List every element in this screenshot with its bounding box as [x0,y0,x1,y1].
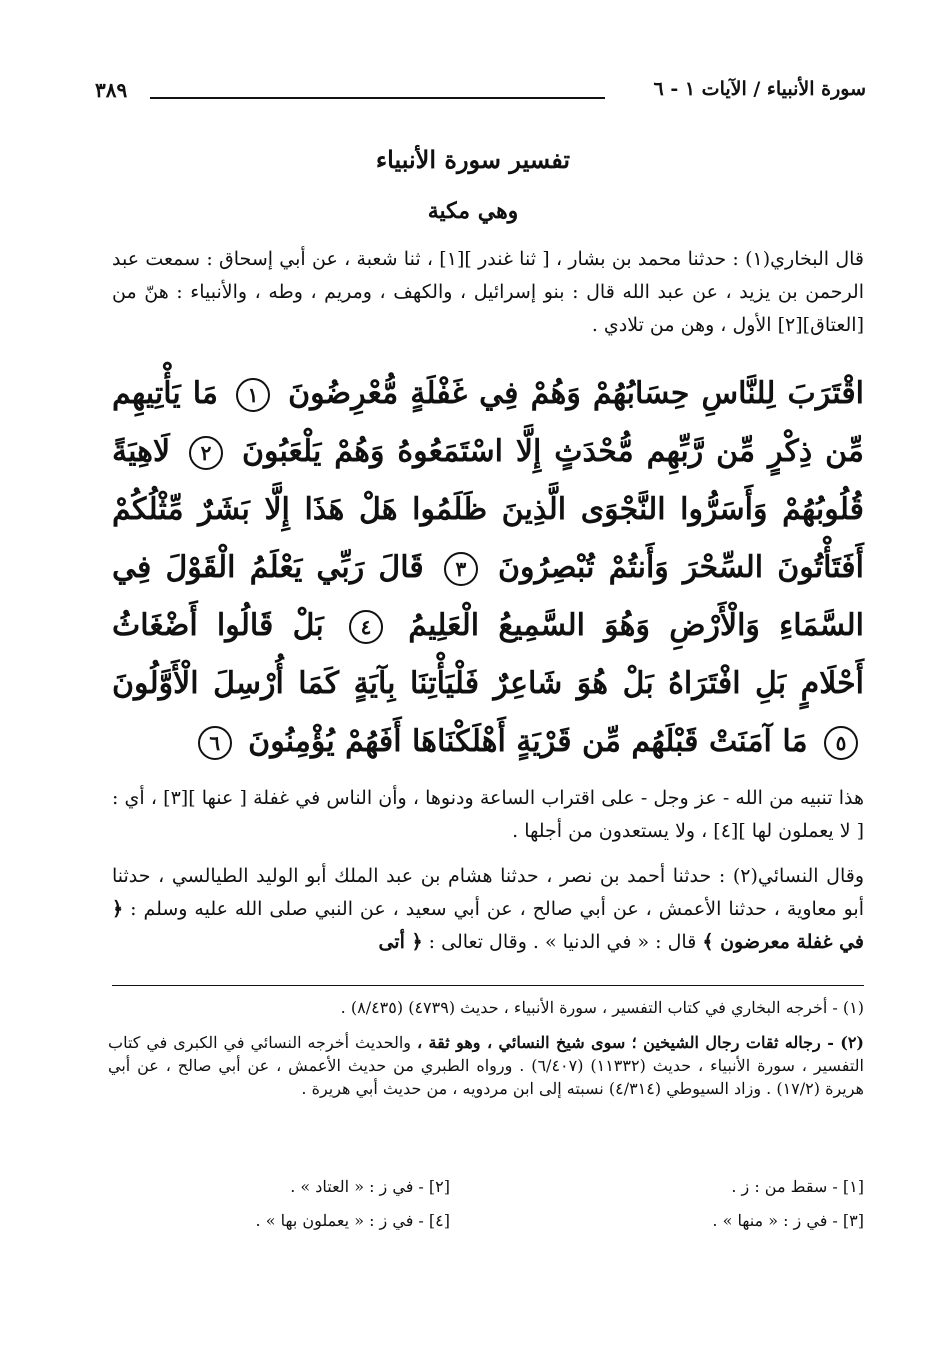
variant-note: [١] - سقط من : ز . [731,1177,864,1196]
footnote [108,1031,864,1100]
quoted-verse: ﴿ أتى [378,931,423,953]
footnote-bold: (٢) - رجاله ثقات رجال الشيخين ؛ سوى شيخ النسائي ، وهو ثقة ، [416,1033,864,1052]
ayah-number: ١ [236,378,270,412]
ayah-text: مَا آمَنَتْ قَبْلَهُم مِّن قَرْيَةٍ أَهْلَكْنَاهَا أَفَهُمْ يُؤْمِنُونَ [248,724,808,759]
page-number: ٣٨٩ [95,78,128,102]
ayah-text: لَاهِيَةً قُلُوبُهُمْ وَأَسَرُّوا النَّجْوَى الَّذِينَ ظَلَمُوا هَلْ هَذَا إِلَّا بَشَرٌ مِّثْلُكُمْ أَفَتَأْتُونَ السِّحْرَ وَأَنتُمْ تُبْصِرُونَ [112,434,864,585]
ayah-number: ٣ [444,552,478,586]
running-title: سورة الأنبياء / الآيات ١ - ٦ [653,78,866,100]
footnote: (١) - أخرجه البخاري في كتاب التفسير ، سورة الأنبياء ، حديث (٤٧٣٩) (٨/٤٣٥) . [340,998,864,1017]
hadith-text: قال : « في الدنيا » . وقال تعالى : [428,931,697,953]
surah-subtitle: وهي مكية [427,198,519,224]
ayah-number: ٤ [349,610,383,644]
variant-note: [٣] - في ز : « منها » . [712,1211,864,1230]
footnote-divider [112,985,864,986]
ayah-text: اقْتَرَبَ لِلنَّاسِ حِسَابُهُمْ وَهُمْ فِي غَفْلَةٍ مُّعْرِضُونَ [288,376,864,411]
surah-title: تفسير سورة الأنبياء [375,145,571,174]
ayah-number: ٢ [189,436,223,470]
hadith-paragraph [112,860,864,959]
header-rule [150,97,605,99]
quoted-verse: ﴿ في غفلة معرضون ﴾ [112,898,864,953]
quran-verses [112,365,864,771]
variant-note: [٤] - في ز : « يعملون بها » . [255,1211,450,1230]
variant-note: [٢] - في ز : « العتاد » . [290,1177,450,1196]
ayah-text: مَا يَأْتِيهِم مِّن ذِكْرٍ مِّن رَّبِّهِم مُّحْدَثٍ إِلَّا اسْتَمَعُوهُ وَهُمْ يَلْعَبُونَ [112,376,865,469]
footnote-text: والحديث أخرجه النسائي في الكبرى في كتاب التفسير ، سورة الأنبياء ، حديث (١١٣٣٢) (٦/٤٠٧) . ورواه الطبري من حديث الأعمش ، عن أبي صالح ، عن أبي هريرة (١٧/٢) . وزاد السيوطي (٤/٣١٤) نسبته إلى ابن مردويه ، من حديث أبي هريرة . [108,1033,864,1098]
ayah-text: قَالَ رَبِّي يَعْلَمُ الْقَوْلَ فِي السَّمَاءِ وَالْأَرْضِ وَهُوَ السَّمِيعُ الْعَلِيمُ [112,550,864,643]
page-header [95,78,866,112]
ayah-number: ٥ [824,726,858,760]
ayah-number: ٦ [198,726,232,760]
ayah-text: بَلْ قَالُوا أَضْغَاثُ أَحْلَامٍ بَلِ افْتَرَاهُ بَلْ هُوَ شَاعِرٌ فَلْيَأْتِنَا بِآيَةٍ كَمَا أُرْسِلَ الْأَوَّلُونَ [112,608,864,701]
intro-paragraph: قال البخاري(١) : حدثنا محمد بن بشار ، [ ثنا غندر ][١] ، ثنا شعبة ، عن أبي إسحاق : سمعت عبد الرحمن بن يزيد ، عن عبد الله قال : بنو إسرائيل ، والكهف ، ومريم ، وطه ، والأنبياء : هنّ من [العتاق][٢] الأول ، وهن من تلادي . [112,248,865,336]
hadith-text: وقال النسائي(٢) : حدثنا أحمد بن نصر ، حدثنا هشام بن عبد الملك أبو الوليد الطيالسي ، حدثنا أبو معاوية ، حدثنا الأعمش ، عن أبي صالح ، عن أبي سعيد ، عن النبي صلى الله عليه وسلم : [112,865,865,920]
tafsir-paragraph: هذا تنبيه من الله - عز وجل - على اقتراب الساعة ودنوها ، وأن الناس في غفلة [ عنها ][٣] ، أي : [ لا يعملون لها ][٤] ، ولا يستعدون من أجلها . [112,787,864,842]
